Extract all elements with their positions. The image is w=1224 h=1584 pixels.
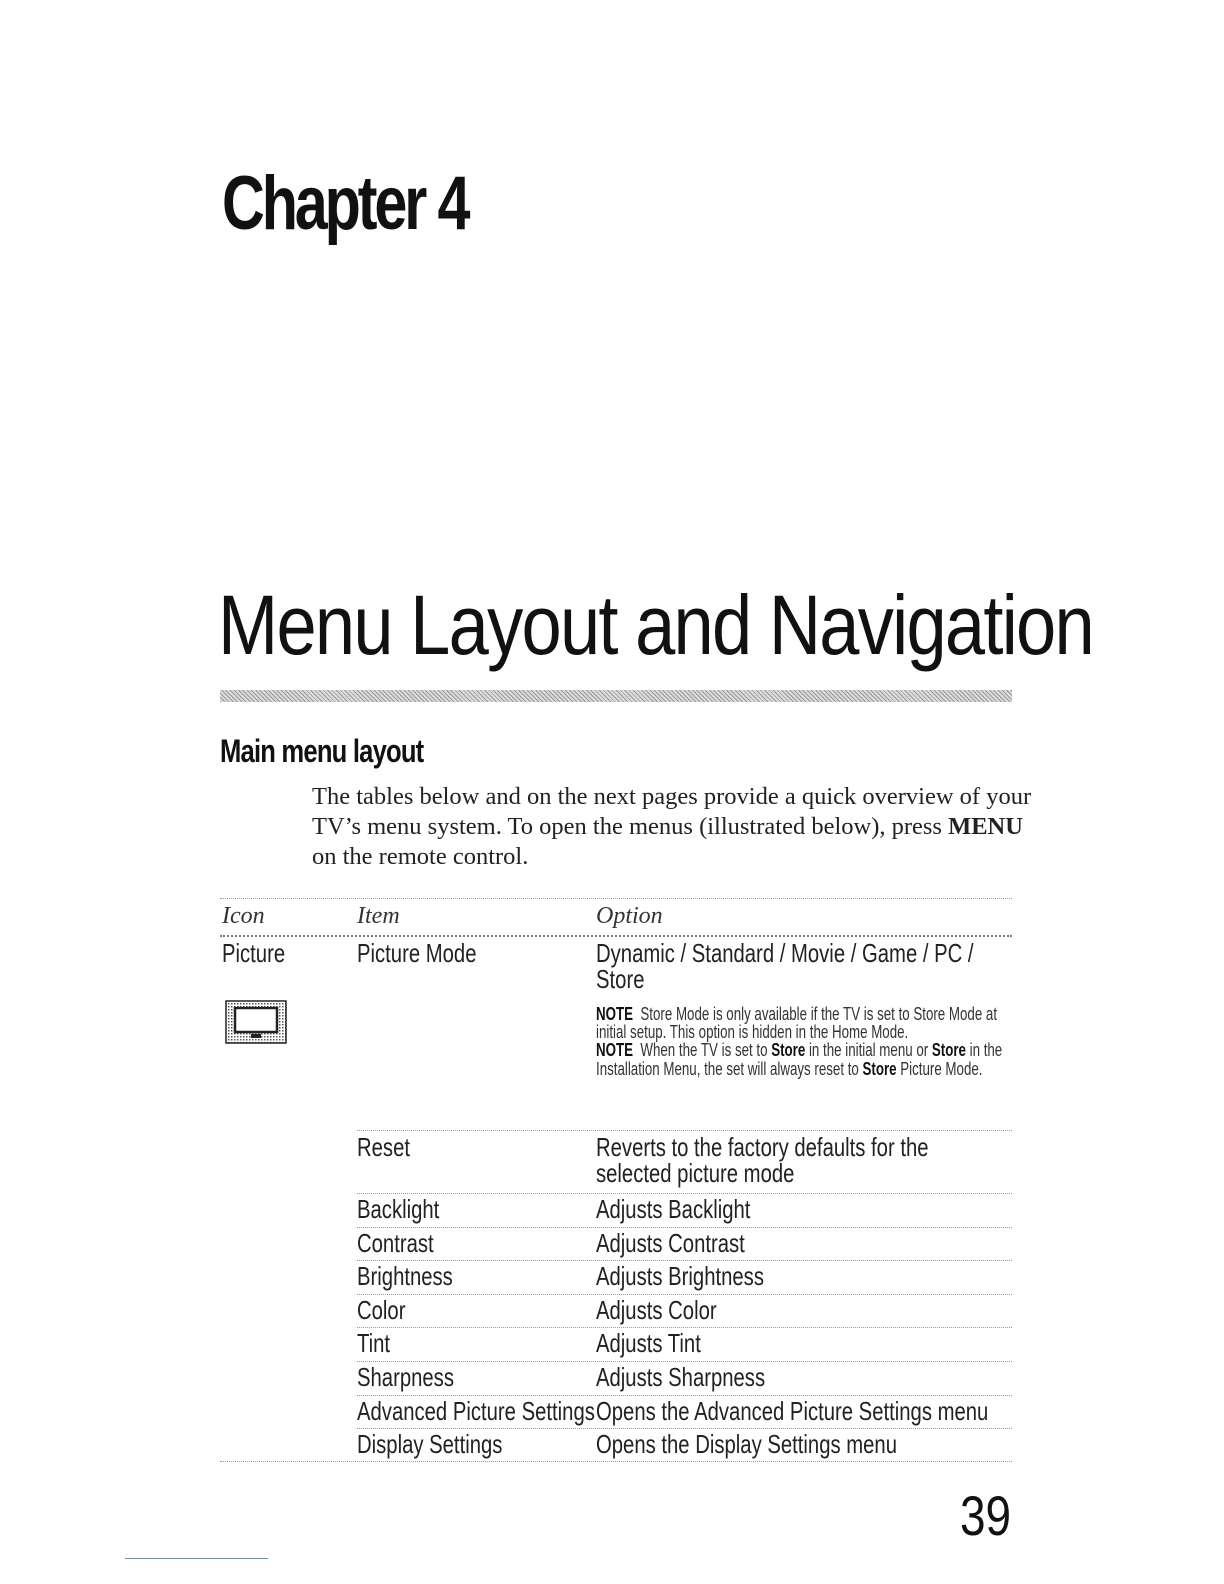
note-2-text-4: Picture Mode. [896,1058,983,1079]
option-reset: Reverts to the factory defaults for the selected picture mode [596,1132,929,1188]
option-picture-mode: Dynamic / Standard / Movie / Game / PC / Store [596,938,974,994]
table-row-item: Advanced Picture Settings [357,1395,595,1426]
footer-line [125,1558,268,1559]
table-row-option: Opens the Advanced Picture Settings menu [596,1395,989,1426]
table-bottom-rule [220,1461,1012,1462]
note-2-label: NOTE [596,1040,634,1061]
table-top-rule [220,898,1012,899]
intro-text-before: The tables below and on the next pages provide a quick overview of your TV’s menu system. To open the menus (illustrated below), press [312,783,1032,840]
table-row-option: Adjusts Tint [596,1328,701,1359]
table-row-item: Tint [357,1328,391,1359]
note-2-text-2: in the initial menu or [805,1040,932,1061]
note-2-text-3: in the Installation Menu, the set will always reset to [596,1040,1003,1079]
page-title: Menu Layout and Navigation [218,578,1093,672]
item-reset: Reset [357,1132,410,1162]
note-2-store-3: Store [862,1058,897,1079]
note-2-store-1: Store [771,1040,806,1061]
note-1 [596,1005,1007,1041]
title-rule [220,690,1012,702]
table-row-option: Adjusts Contrast [596,1227,745,1258]
table-row-item: Backlight [357,1194,440,1224]
table-row-item: Brightness [357,1261,453,1292]
item-picture-mode: Picture Mode [357,938,477,968]
header-icon: Icon [222,903,265,929]
header-rule [220,935,1012,937]
table-row-option: Adjusts Color [596,1294,717,1325]
row-rule [357,1130,1012,1131]
table-row-option: Opens the Display Settings menu [596,1429,897,1460]
table-row-item: Display Settings [357,1429,503,1460]
tv-picture-icon [225,1000,287,1044]
table-row-item: Contrast [357,1227,434,1258]
table-row-option: Adjusts Sharpness [596,1362,766,1392]
section-heading: Main menu layout [220,733,424,769]
icon-label-picture: Picture [222,938,286,968]
menu-key: MENU [948,813,1023,840]
note-2-store-2: Store [931,1040,966,1061]
table-row-option: Adjusts Backlight [596,1194,751,1224]
note-1-text: Store Mode is only available if the TV is set to Store Mode at initial setup. This option is hidden in the Home Mode. [596,1004,998,1043]
note-block [596,1005,1007,1078]
table-row-option: Adjusts Brightness [596,1261,764,1292]
note-2-text-1: When the TV is set to [640,1040,772,1061]
intro-paragraph [312,782,1032,872]
header-item: Item [357,903,400,929]
chapter-heading: Chapter 4 [222,161,468,246]
table-row-item: Sharpness [357,1362,454,1392]
note-2 [596,1041,1007,1077]
header-option: Option [596,903,663,929]
page-number: 39 [960,1484,1012,1547]
note-1-label: NOTE [596,1004,634,1024]
intro-text-after: on the remote control. [312,843,529,870]
table-row-item: Color [357,1294,406,1325]
